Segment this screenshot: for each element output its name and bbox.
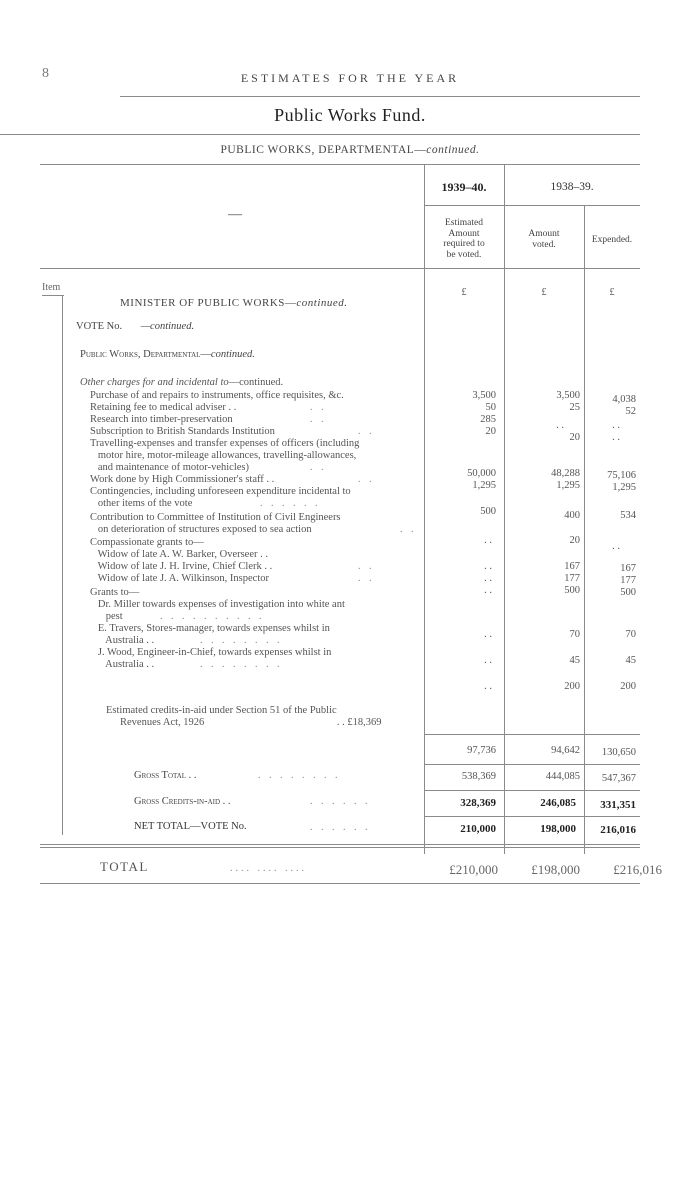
leader-dots: . . . . . . . .	[200, 635, 283, 646]
value-c-7: . .	[612, 541, 620, 552]
year-1939-40: 1939–40.	[441, 180, 487, 194]
other-heading	[80, 377, 283, 388]
value-c-13: 200	[620, 681, 636, 692]
leader-dots: . .	[400, 524, 417, 535]
line-5: motor hire, motor-mileage allowances, travelling-allowances,	[90, 450, 357, 461]
leader-dots: . .	[310, 414, 327, 425]
col-voted	[504, 229, 584, 250]
net-total-a: 210,000	[460, 823, 496, 835]
value-b-10: 500	[564, 585, 580, 596]
value-c-9: 177	[620, 575, 636, 586]
header-dash: —	[228, 207, 242, 222]
leader-dots: . . . . . .	[310, 822, 371, 833]
vote-cont: —continued.	[140, 321, 195, 332]
value-a-12: . .	[484, 655, 492, 666]
value-c-1: 52	[625, 406, 636, 417]
value-c-5: 1,295	[612, 482, 636, 493]
value-b-0: 3,500	[556, 390, 580, 401]
leader-dots: . . . . . .	[310, 796, 371, 807]
col-estimated-l3: required to	[443, 239, 485, 249]
line-18: pest	[90, 611, 123, 622]
year-1938-39: 1938–39.	[550, 181, 594, 193]
table-bottom-rule	[40, 844, 640, 845]
total-b: £198,000	[531, 862, 580, 877]
col-voted-l1: Amount	[528, 229, 560, 239]
line-10: Contribution to Committee of Institution of Civil Engineers	[90, 512, 341, 523]
section-title-continued: continued.	[426, 144, 480, 156]
net-total-b: 198,000	[540, 823, 576, 835]
line-21: J. Wood, Engineer-in-Chief, towards expenses whilst in	[90, 647, 332, 658]
vote-text: VOTE No.	[76, 321, 123, 332]
line-19: E. Travers, Stores-manager, towards expenses whilst in	[90, 623, 330, 634]
value-b-13: 200	[564, 681, 580, 692]
value-c-6: 534	[620, 510, 636, 521]
gross-credits-a: 328,369	[460, 797, 496, 809]
dept-text: Public Works, Departmental—	[80, 349, 211, 360]
line-1: Retaining fee to medical adviser . .	[90, 402, 237, 413]
fund-title: Public Works Fund.	[274, 105, 426, 125]
value-a-9: . .	[484, 573, 492, 584]
value-c-12: 45	[625, 655, 636, 666]
line-22: Australia . .	[90, 659, 155, 670]
gross-total-rule	[424, 790, 640, 791]
net-total-c: 216,016	[600, 824, 636, 836]
value-c-4: 75,106	[607, 470, 636, 481]
line-15: Widow of late J. A. Wilkinson, Inspector	[90, 573, 269, 584]
value-b-4: 48,288	[551, 468, 580, 479]
gross-credits-label: Gross Credits-in-aid . .	[134, 796, 231, 807]
leader-dots: . .	[358, 474, 375, 485]
value-b-1: 25	[569, 402, 580, 413]
value-b-12: 45	[569, 655, 580, 666]
value-a-8: . .	[484, 561, 492, 572]
subtotal-a: 97,736	[467, 745, 496, 756]
gross-total-b: 444,085	[545, 771, 580, 782]
leader-dots: .... .... ....	[230, 863, 307, 874]
credits-note-l1: Estimated credits-in-aid under Section 51 of the Public	[106, 705, 337, 716]
subtotal-c: 130,650	[601, 747, 636, 758]
leader-dots: . .	[310, 462, 327, 473]
line-12: Compassionate grants to—	[90, 537, 204, 548]
other-text: Other charges for and incidental to	[80, 377, 229, 388]
section-title-text: PUBLIC WORKS, DEPARTMENTAL—	[220, 144, 427, 156]
credits-note-act: Revenues Act, 1926	[120, 717, 205, 728]
value-b-5: 1,295	[556, 480, 580, 491]
net-total-label: NET TOTAL—VOTE No.	[134, 821, 247, 832]
vote-heading	[76, 321, 194, 332]
leader-dots: . .	[310, 402, 327, 413]
dept-heading	[80, 349, 255, 360]
value-a-6: 500	[480, 506, 496, 517]
table-bottom-rule-2	[40, 847, 640, 848]
total-a: £210,000	[449, 862, 498, 877]
leader-dots: . .	[358, 561, 375, 572]
header-bottom-rule	[40, 268, 640, 269]
value-c-11: 70	[625, 629, 636, 640]
line-17: Dr. Miller towards expenses of investigation into white ant	[90, 599, 345, 610]
year-rule	[424, 205, 640, 206]
line-14: Widow of late J. H. Irvine, Chief Clerk . .	[90, 561, 273, 572]
leader-dots: . . . . . .	[260, 498, 321, 509]
currency-1: £	[461, 287, 467, 298]
value-a-0: 3,500	[472, 390, 496, 401]
item-rule	[42, 295, 64, 296]
line-13: Widow of late A. W. Barker, Overseer . .	[90, 549, 269, 560]
page-bottom-rule	[40, 883, 640, 884]
value-b-8: 167	[564, 561, 580, 572]
table-top-rule	[40, 164, 640, 165]
value-a-2: 285	[480, 414, 496, 425]
col-estimated-l2: Amount	[448, 228, 480, 239]
leader-dots: . . . . . . . .	[200, 659, 283, 670]
running-head: ESTIMATES FOR THE YEAR	[240, 71, 460, 85]
value-b-3: 20	[569, 432, 580, 443]
total-label: TOTAL	[100, 859, 149, 874]
item-col-rule	[62, 295, 63, 835]
leader-dots: . .	[358, 426, 375, 437]
value-c-8: 167	[620, 563, 636, 574]
line-20: Australia . .	[90, 635, 155, 646]
gross-total-a: 538,369	[461, 771, 496, 782]
value-c-10: 500	[620, 587, 636, 598]
value-c-3: . .	[612, 432, 620, 443]
value-a-13: . .	[484, 681, 492, 692]
line-9: other items of the vote	[90, 498, 193, 509]
currency-2: £	[541, 287, 547, 298]
value-a-11: . .	[484, 629, 492, 640]
item-label: Item	[42, 282, 61, 293]
line-7: Work done by High Commissioner's staff . .	[90, 474, 275, 485]
gross-total-c: 547,367	[601, 773, 636, 784]
gross-total-label: Gross Total . .	[134, 770, 197, 781]
gross-credits-rule	[424, 816, 640, 817]
value-a-5: 1,295	[472, 480, 496, 491]
currency-3: £	[609, 287, 615, 298]
line-11: on deterioration of structures exposed to sea action	[90, 524, 312, 535]
leader-dots: . . . . . . . .	[258, 770, 341, 781]
total-c: £216,016	[613, 862, 662, 877]
page-number: 8	[42, 66, 49, 81]
value-c-2: . .	[612, 420, 620, 431]
minister-text: MINISTER OF PUBLIC WORKS—	[120, 297, 297, 309]
line-4: Travelling-expenses and transfer expenses of officers (including	[90, 438, 360, 449]
col-voted-l2: voted.	[532, 239, 556, 250]
value-b-9: 177	[564, 573, 580, 584]
subtotal-b: 94,642	[551, 745, 580, 756]
value-b-11: 70	[569, 629, 580, 640]
line-16: Grants to—	[90, 587, 140, 598]
minister-cont: continued.	[296, 297, 348, 309]
section-title	[0, 144, 700, 156]
header-rule	[120, 96, 640, 97]
col-estimated-l1: Estimated	[445, 218, 483, 228]
gross-credits-b: 246,085	[540, 797, 576, 809]
other-cont: —continued.	[228, 377, 284, 388]
title-rule	[0, 134, 640, 135]
value-a-4: 50,000	[467, 468, 496, 479]
leader-dots: . .	[358, 573, 375, 584]
line-3: Subscription to British Standards Institution	[90, 426, 275, 437]
minister-heading	[120, 297, 348, 309]
value-c-0: 4,038	[612, 394, 636, 405]
value-a-7: . .	[484, 535, 492, 546]
credits-note-amount: . . £18,369	[336, 717, 382, 728]
value-b-2: . .	[556, 420, 564, 431]
value-b-6: 400	[564, 510, 580, 521]
credits-note-l2	[106, 717, 382, 729]
col-estimated-l4: be voted.	[446, 249, 482, 260]
value-b-7: 20	[569, 535, 580, 546]
line-2: Research into timber-preservation	[90, 414, 233, 425]
line-6: and maintenance of motor-vehicles)	[90, 462, 249, 473]
col-estimated	[424, 218, 504, 260]
dept-cont: continued.	[210, 349, 255, 360]
line-0: Purchase of and repairs to instruments, office requisites, &c.	[90, 390, 344, 401]
credits-note	[106, 705, 382, 729]
gross-credits-c: 331,351	[600, 799, 636, 811]
subtotal-rule	[424, 734, 640, 735]
value-a-3: 20	[485, 426, 496, 437]
subtotal-bottom-rule	[424, 764, 640, 765]
line-8: Contingencies, including unforeseen expenditure incidental to	[90, 486, 351, 497]
leader-dots: . . . . . . . . . .	[160, 611, 265, 622]
value-a-10: . .	[484, 585, 492, 596]
col-expended: Expended.	[591, 235, 633, 245]
value-a-1: 50	[485, 402, 496, 413]
